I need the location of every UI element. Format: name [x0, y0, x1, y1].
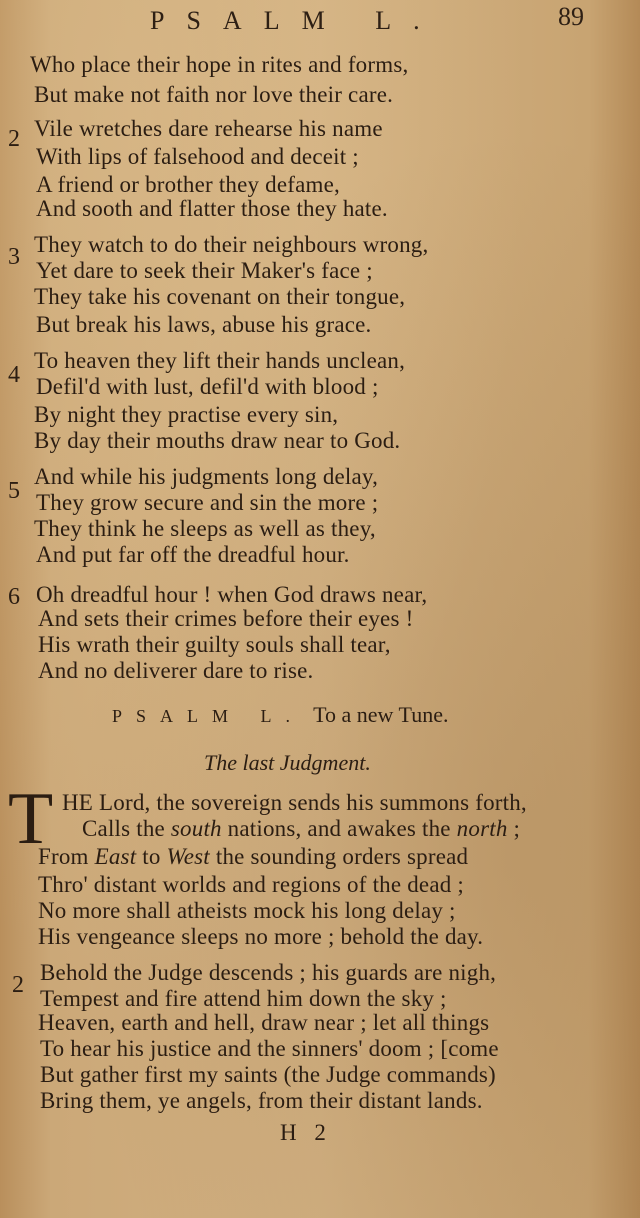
signature-mark: H 2	[280, 1120, 332, 1145]
verse-line: They grow secure and sin the more ;	[36, 490, 379, 515]
psalm-heading	[112, 702, 448, 728]
stanza-number: 2	[8, 126, 20, 152]
verse-line: Heaven, earth and hell, draw near ; let all things	[38, 1010, 490, 1035]
verse-line: No more shall atheists mock his long delay ;	[38, 898, 456, 923]
drop-cap: T	[8, 778, 54, 860]
tune-label: To a new Tune.	[313, 702, 449, 727]
verse-line: And no deliverer dare to rise.	[38, 658, 314, 683]
stanza-number: 6	[8, 584, 20, 610]
verse-line: His vengeance sleeps no more ; behold the day.	[38, 924, 484, 949]
page-number: 89	[558, 2, 584, 31]
verse-line: They think he sleeps as well as they,	[34, 516, 376, 541]
verse-line: Yet dare to seek their Maker's face ;	[36, 258, 373, 283]
running-head: PSALM L.	[150, 6, 442, 35]
verse-line: To hear his justice and the sinners' doom ; [come	[40, 1036, 499, 1061]
verse-line: They take his covenant on their tongue,	[34, 284, 406, 309]
verse-line: A friend or brother they defame,	[36, 172, 341, 197]
verse-line: By day their mouths draw near to God.	[34, 428, 401, 453]
verse-line: To heaven they lift their hands unclean,	[34, 348, 406, 373]
verse-line: And put far off the dreadful hour.	[36, 542, 350, 567]
verse-line: Behold the Judge descends ; his guards are nigh,	[40, 960, 497, 985]
verse-line: From East to West the sounding orders spread	[38, 844, 469, 869]
verse-line: But break his laws, abuse his grace.	[36, 312, 372, 337]
verse-line: Who place their hope in rites and forms,	[30, 52, 409, 77]
verse-line: But make not faith nor love their care.	[34, 82, 394, 107]
verse-line: And while his judgments long delay,	[34, 464, 379, 489]
verse-line: Thro' distant worlds and regions of the dead ;	[38, 872, 464, 897]
stanza-number: 3	[8, 244, 20, 270]
stanza-number: 2	[12, 972, 24, 998]
verse-line: They watch to do their neighbours wrong,	[34, 232, 429, 257]
verse-line: By night they practise every sin,	[34, 402, 339, 427]
psalm-title: PSALM L.	[112, 706, 305, 726]
verse-line: Vile wretches dare rehearse his name	[34, 116, 383, 141]
verse-line: But gather first my saints (the Judge commands)	[40, 1062, 496, 1087]
stanza-number: 5	[8, 478, 20, 504]
verse-line: And sets their crimes before their eyes !	[38, 606, 414, 631]
verse-line: Oh dreadful hour ! when God draws near,	[36, 582, 428, 607]
verse-line: Calls the south nations, and awakes the north ;	[82, 816, 521, 841]
verse-line: Tempest and fire attend him down the sky ;	[40, 986, 447, 1011]
verse-line: Defil'd with lust, defil'd with blood ;	[36, 374, 379, 399]
psalm-subtitle: The last Judgment.	[204, 750, 371, 775]
verse-line: With lips of falsehood and deceit ;	[36, 144, 359, 169]
stanza-number: 4	[8, 362, 20, 388]
verse-line: His wrath their guilty souls shall tear,	[38, 632, 391, 657]
verse-line: And sooth and flatter those they hate.	[36, 196, 388, 221]
verse-line: HE Lord, the sovereign sends his summons forth,	[62, 790, 527, 815]
verse-line: Bring them, ye angels, from their distant lands.	[40, 1088, 483, 1113]
